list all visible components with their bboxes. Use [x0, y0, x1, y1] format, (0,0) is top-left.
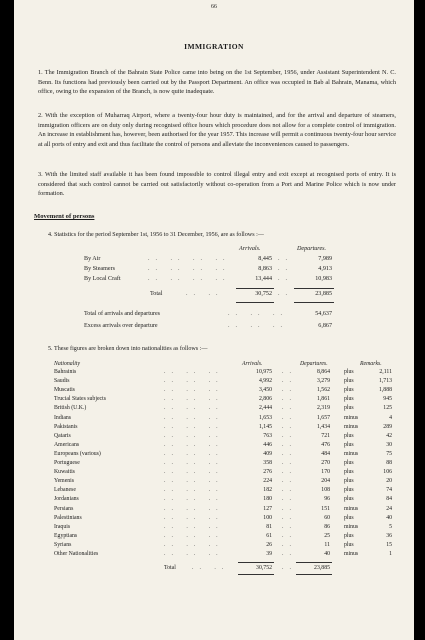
leader-dots: ..: [282, 460, 297, 466]
sum-label: Total of arrivals and departures: [84, 311, 161, 317]
nationality-name: Pakistanis: [54, 423, 78, 430]
nationality-departures: 86: [324, 523, 330, 530]
nationality-departures: 40: [324, 551, 330, 557]
leader-dots: .. .. ..: [164, 460, 224, 466]
remark-value: 40: [386, 514, 392, 521]
nationality-name: Iraquis: [54, 523, 71, 530]
nationality-name: Americans: [54, 441, 80, 448]
paragraph-4: 4. Statistics for the period September 1st, 1956 to 31 December, 1956, are as follows :—: [48, 232, 264, 238]
row-arrivals: 13,444: [255, 276, 272, 282]
leader-dots: .. .. ..: [164, 423, 224, 430]
nationality-name: Bahrainis: [54, 369, 77, 375]
page-number: 66: [211, 4, 217, 10]
leader-dots: .. .. ..: [164, 478, 224, 485]
row-departures: 4,913: [318, 266, 332, 272]
leader-dots: ..: [282, 469, 297, 476]
nationality-name: Persians: [54, 505, 74, 512]
leader-dots: .. .. ..: [164, 441, 224, 448]
leader-dots: .. .. ..: [164, 450, 224, 457]
nationality-departures: 721: [321, 432, 330, 439]
remark-value: 1: [389, 551, 392, 557]
nationality-arrivals: 127: [263, 505, 272, 512]
leader-dots: .. .. ..: [164, 532, 224, 539]
leader-dots: ..: [282, 523, 297, 530]
remark-sign: plus: [344, 378, 354, 385]
remark-value: 24: [386, 505, 392, 512]
leader-dots: .. .. ..: [164, 369, 224, 375]
leader-dots: ..: [282, 432, 297, 439]
leader-dots: ..: [282, 441, 297, 448]
nationality-departures: 1,861: [316, 396, 330, 403]
leader-dots: .. .. ..: [164, 523, 224, 530]
remark-sign: plus: [344, 478, 354, 485]
header-departures: Departures.: [300, 361, 328, 367]
remark-sign: minus: [344, 414, 359, 421]
nationality-arrivals: 763: [263, 432, 272, 439]
remark-sign: minus: [344, 423, 359, 430]
nationality-name: Europeans (various): [54, 450, 101, 457]
remark-value: 30: [386, 441, 392, 448]
leader-dots: ..: [282, 378, 297, 385]
nationality-arrivals: 100: [263, 514, 272, 521]
nationality-arrivals: 180: [263, 496, 272, 503]
document-page: 66 IMMIGRATION 1. The Immigration Branch of the Bahrain State Police came into being on the 1st September, 1956, under Assistant Superintendent N. C. Benn. Its functions had previously been carried out by the Passport Department. An office was occupied in Bab al Bahrain, Manama, which office, owing to the expansion of the Branch, is now quite inadequate. 2. With the exception of Muharraq Airport, where a twenty-four hour duty is maintained, and for the arrival and departure of steamers, immigration officers are on duty only during recognised office hours which procedure does not allow for a complete control of immigration. An increase in establishment has, however, been authorised for the year 1957. This increase will permit a continuous twenty-four hour service at all ports of entry and exit and thus facilitate the control of persons and alleviate the inconveniences caused to passengers. 3. With the limited staff available it has been found impossible to control illegal entry and exit except at recognised ports of entry. It is considered that such control cannot be carried out satisfactorily without co-operation from a Port and Marine Police which is now under formation. Movement of persons 4. Statistics for the period September 1st, 1956 to 31 December, 1956, are as follows :— Arrivals. Departures. By Air .. .. .. .. 8,445 .. 7,989 By Steamers .. .. .. .. 8,863 .. 4,913 By Local Craft .. .. .. .. 13,444 .. 10,983 Total .. .. 30,752 .. 23,885 Total of arrivals and departures .. .. .. 54,637 Excess arrivals over departure .. .. .. 6,867 5. These figures are broken down into nationalities as follows :— Nationality Arrivals. Departures. Remarks. Bahrainis .. .. .. 10,975 .. 8,864 plus 2,111 Saudis .. .. .. 4,992 .. 3,279 plus 1,713 Muscatis .. .. .. 3,450 .. 1,562 plus 1,888 Trucial States subjects .. .. .. 2,806 .. 1,861 plus 945 British (U.K.) .. .. .. 2,444 .. 2,319 plus 125 Indians .. .. .. 1,653 .. 1,657 minus 4 Pakistanis .. .. .. 1,145 .. 1,434 minus 289 Qataris .. .. .. 763 .. 721 plus 42 Americans .. .. .. 446 .. 476 plus 30 Europeans (various) .. .. .. 409 .. 484 minus 75 Portuguese .. .. .. 358 .. 270 plus 88 Kuwaitis .. .. .. 276 .. 170 plus 106 Yemenis .. .. .. 224 .. 204 plus 20 Lebanese .. .. .. 182 .. 108 plus 74 Jordanians .. .. .. 180 .. 96 plus 84 Persians .. .. .. 127 .. 151 minus 24 Palestinians .. .. .. 100 .. 60 plus 40 Iraquis .. .. .. 81 .. 86 minus 5 Egyptians .. .. .. 61 .. 25 plus 36 Syrians .. .. .. 26 .. 11 plus 15 Other Nationalities .. .. .. 39 .. 40 minus 1 Total .. .. 30,752 .. 23,885: [14, 0, 414, 640]
header-arrivals: Arrivals.: [242, 361, 263, 367]
remark-sign: plus: [344, 441, 354, 448]
nationality-arrivals: 276: [263, 469, 272, 476]
remark-value: 106: [383, 469, 392, 476]
leader-dots: ..: [282, 423, 297, 430]
remark-value: 88: [386, 460, 392, 466]
remark-value: 36: [386, 532, 392, 539]
remark-value: 74: [386, 487, 392, 494]
nationality-arrivals: 81: [266, 523, 272, 530]
remark-sign: minus: [344, 523, 359, 530]
leader-dots: ..: [282, 496, 297, 503]
nationality-arrivals: 61: [266, 532, 272, 539]
row-label: By Steamers: [84, 266, 115, 272]
nationality-departures: 204: [321, 478, 330, 485]
leader-dots: ..: [282, 532, 297, 539]
leader-dots: .. .. ..: [164, 514, 224, 521]
leader-dots: ..: [282, 505, 297, 512]
nationality-arrivals: 1,145: [258, 423, 272, 430]
nationality-departures: 170: [321, 469, 330, 476]
leader-dots: .. .. ..: [164, 378, 224, 385]
nationality-departures: 484: [321, 450, 330, 457]
leader-dots: ..: [282, 541, 297, 548]
nationality-departures: 60: [324, 514, 330, 521]
page-title: IMMIGRATION: [184, 42, 244, 51]
remark-value: 42: [386, 432, 392, 439]
remark-sign: plus: [344, 532, 354, 539]
total-rule: [296, 574, 332, 575]
paragraph-5: 5. These figures are broken down into nationalities as follows :—: [48, 346, 208, 352]
remark-value: 75: [386, 450, 392, 457]
leader-dots: ..: [282, 565, 297, 572]
leader-dots: .. ..: [192, 565, 230, 572]
nationality-departures: 108: [321, 487, 330, 494]
nationality-arrivals: 182: [263, 487, 272, 494]
remark-sign: plus: [344, 432, 354, 439]
leader-dots: ..: [282, 478, 297, 485]
nationality-name: British (U.K.): [54, 405, 87, 412]
remark-sign: plus: [344, 396, 354, 403]
paragraph-2: 2. With the exception of Muharraq Airport, where a twenty-four hour duty is maintained, and for the arrival and departure of steamers, immigration officers are on duty only during recognised office hours which procedure does not allow for a complete control of immigration. An increase in establishment has, however, been authorised for the year 1957. This increase will permit a continuous twenty-four hour service at all ports of entry and exit and thus facilitate the control of persons and alleviate the inconveniences caused to passengers.: [38, 112, 396, 148]
remark-sign: minus: [344, 450, 359, 457]
nationality-arrivals: 3,450: [258, 387, 272, 394]
leader-dots: .. .. ..: [164, 541, 224, 548]
nationality-departures: 151: [321, 505, 330, 512]
nationality-name: Palestinians: [54, 514, 82, 521]
row-label: By Local Craft: [84, 276, 121, 282]
header-remarks: Remarks.: [360, 361, 382, 367]
col-departures: Departures.: [297, 246, 327, 252]
remark-sign: plus: [344, 369, 354, 375]
total-label: Total: [164, 565, 176, 572]
nationality-departures: 96: [324, 496, 330, 503]
leader-dots: ..: [282, 405, 297, 412]
paragraph-1: 1. The Immigration Branch of the Bahrain State Police came into being on the 1st September, 1956, under Assistant Superintendent N. C. Benn. Its functions had previously been carried out by the Passport Department. An office was occupied in Bab al Bahrain, Manama, which office, owing to the expansion of the Branch, is now quite inadequate.: [38, 69, 396, 96]
leader-dots: .. .. ..: [164, 405, 224, 412]
nationality-arrivals: 4,992: [258, 378, 272, 385]
remark-value: 2,111: [379, 369, 392, 375]
row-arrivals: 8,445: [258, 256, 272, 262]
leader-dots: .. .. ..: [164, 414, 224, 421]
nationality-arrivals: 39: [266, 551, 272, 557]
nationality-name: Muscatis: [54, 387, 75, 394]
nationality-arrivals: 2,444: [258, 405, 272, 412]
remark-sign: plus: [344, 460, 354, 466]
total-arrivals: 30,752: [255, 291, 272, 297]
leader-dots: .. .. ..: [164, 387, 224, 394]
leader-dots: .. .. ..: [164, 469, 224, 476]
nationality-departures: 1,434: [316, 423, 330, 430]
nationality-name: Lebanese: [54, 487, 76, 494]
remark-sign: plus: [344, 387, 354, 394]
nationality-departures: 11: [324, 541, 330, 548]
nationality-name: Jordanians: [54, 496, 79, 503]
leader-dots: ..: [282, 369, 297, 375]
nationality-departures: 25: [324, 532, 330, 539]
total-rule: [296, 562, 332, 563]
row-label: By Air: [84, 256, 101, 262]
remark-sign: plus: [344, 405, 354, 412]
leader-dots: ..: [282, 387, 297, 394]
nationality-name: Egyptians: [54, 532, 78, 539]
nationality-name: Kuwaitis: [54, 469, 75, 476]
leader-dots: ..: [282, 414, 297, 421]
nationality-name: Trucial States subjects: [54, 396, 106, 403]
nationality-departures: 1,657: [316, 414, 330, 421]
nationality-arrivals: 10,975: [256, 369, 272, 375]
nationality-name: Yemenis: [54, 478, 75, 485]
total-rule: [238, 574, 274, 575]
leader-dots: ..: [282, 551, 297, 557]
total-label: Total: [150, 291, 163, 297]
nationality-name: Indians: [54, 414, 72, 421]
nationality-arrivals: 1,653: [258, 414, 272, 421]
remark-value: 4: [389, 414, 392, 421]
remark-sign: plus: [344, 487, 354, 494]
excess-label: Excess arrivals over departure: [84, 323, 158, 329]
total-departures: 23,885: [314, 565, 330, 572]
remark-value: 20: [386, 478, 392, 485]
nationality-name: Other Nationalities: [54, 551, 99, 557]
remark-sign: plus: [344, 541, 354, 548]
remark-value: 1,713: [378, 378, 392, 385]
remark-value: 125: [383, 405, 392, 412]
nationality-name: Saudis: [54, 378, 70, 385]
row-arrivals: 8,863: [258, 266, 272, 272]
nationality-arrivals: 26: [266, 541, 272, 548]
nationality-name: Syrians: [54, 541, 72, 548]
total-rule: [238, 562, 274, 563]
col-arrivals: Arrivals.: [239, 246, 261, 252]
leader-dots: .. .. ..: [164, 487, 224, 494]
remark-sign: minus: [344, 551, 359, 557]
row-departures: 10,983: [315, 276, 332, 282]
nationality-arrivals: 224: [263, 478, 272, 485]
remark-sign: plus: [344, 496, 354, 503]
remark-sign: plus: [344, 514, 354, 521]
nationality-arrivals: 2,806: [258, 396, 272, 403]
leader-dots: ..: [282, 396, 297, 403]
nationality-name: Qataris: [54, 432, 71, 439]
nationality-arrivals: 358: [263, 460, 272, 466]
leader-dots: .. .. ..: [164, 551, 224, 557]
leader-dots: ..: [282, 450, 297, 457]
nationality-departures: 1,562: [316, 387, 330, 394]
nationality-departures: 8,864: [316, 369, 330, 375]
remark-value: 15: [386, 541, 392, 548]
remark-value: 5: [389, 523, 392, 530]
leader-dots: .. .. ..: [164, 505, 224, 512]
sum-value: 54,637: [315, 311, 332, 317]
leader-dots: ..: [282, 514, 297, 521]
total-arrivals: 30,752: [256, 565, 272, 572]
excess-value: 6,867: [318, 323, 332, 329]
nationality-departures: 270: [321, 460, 330, 466]
header-nationality: Nationality: [54, 361, 81, 367]
remark-value: 84: [386, 496, 392, 503]
leader-dots: .. .. ..: [164, 396, 224, 403]
nationality-arrivals: 446: [263, 441, 272, 448]
nationality-name: Portuguese: [54, 460, 80, 466]
nationality-arrivals: 409: [263, 450, 272, 457]
row-departures: 7,989: [318, 256, 332, 262]
leader-dots: .. .. ..: [164, 496, 224, 503]
nationality-departures: 3,279: [316, 378, 330, 385]
remark-sign: plus: [344, 469, 354, 476]
section-heading: Movement of persons: [34, 213, 95, 220]
paragraph-3: 3. With the limited staff available it has been found impossible to control illegal entry and exit except at recognised ports of entry. It is considered that such control cannot be carried out satisfactorily without co-operation from a Port and Marine Police which is now under formation.: [38, 171, 396, 198]
leader-dots: ..: [282, 487, 297, 494]
remark-value: 289: [383, 423, 392, 430]
nationality-departures: 2,319: [316, 405, 330, 412]
total-departures: 23,885: [315, 291, 332, 297]
nationality-departures: 476: [321, 441, 330, 448]
remark-value: 1,888: [378, 387, 392, 394]
leader-dots: .. .. ..: [164, 432, 224, 439]
remark-value: 945: [383, 396, 392, 403]
remark-sign: minus: [344, 505, 359, 512]
